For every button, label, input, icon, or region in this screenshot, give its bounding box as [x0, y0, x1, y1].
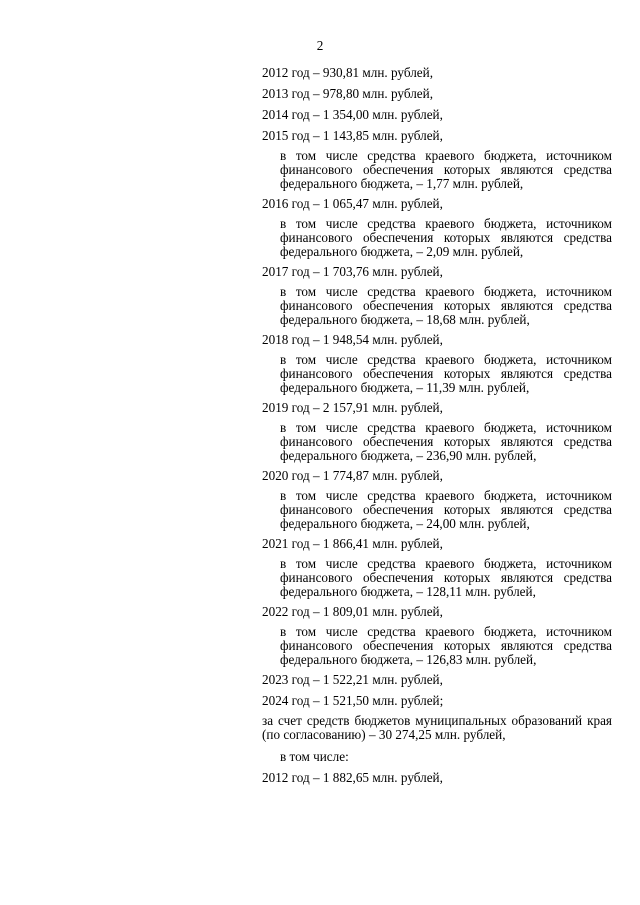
year-entry: [262, 536, 612, 599]
year-entry: [262, 332, 612, 395]
year-entry: [262, 196, 612, 259]
federal-funds-note: в том числе средства краевого бюджета, источником финансового обеспечения которых являются средства федерального бюджета, – 24,00 млн. рублей,: [280, 488, 612, 531]
year-line: 2012 год – 930,81 млн. рублей,: [262, 65, 434, 80]
year-entry: [262, 86, 612, 101]
year-line: 2019 год – 2 157,91 млн. рублей,: [262, 400, 443, 415]
year-entry: [262, 672, 612, 687]
federal-funds-note: в том числе средства краевого бюджета, источником финансового обеспечения которых являются средства федерального бюджета, – 1,77 млн. рублей,: [280, 148, 612, 191]
year-entry: [262, 604, 612, 667]
federal-funds-note: в том числе средства краевого бюджета, источником финансового обеспечения которых являются средства федерального бюджета, – 236,90 млн. рублей,: [280, 420, 612, 463]
year-entry: [262, 400, 612, 463]
federal-funds-note: в том числе средства краевого бюджета, источником финансового обеспечения которых являются средства федерального бюджета, – 2,09 млн. рублей,: [280, 216, 612, 259]
year-line: 2012 год – 1 882,65 млн. рублей,: [262, 770, 443, 785]
year-line: 2014 год – 1 354,00 млн. рублей,: [262, 107, 443, 122]
year-entry: [262, 264, 612, 327]
year-entry: [262, 65, 612, 80]
year-entry: [262, 107, 612, 122]
year-line: 2023 год – 1 522,21 млн. рублей,: [262, 672, 443, 687]
year-line: 2022 год – 1 809,01 млн. рублей,: [262, 604, 443, 619]
federal-funds-note: в том числе средства краевого бюджета, источником финансового обеспечения которых являются средства федерального бюджета, – 18,68 млн. рублей,: [280, 284, 612, 327]
federal-funds-note: в том числе средства краевого бюджета, источником финансового обеспечения которых являются средства федерального бюджета, – 128,11 млн. рублей,: [280, 556, 612, 599]
year-line: 2021 год – 1 866,41 млн. рублей,: [262, 536, 443, 551]
federal-funds-note: в том числе средства краевого бюджета, источником финансового обеспечения которых являются средства федерального бюджета, – 11,39 млн. рублей,: [280, 352, 612, 395]
year-line: 2024 год – 1 521,50 млн. рублей;: [262, 693, 444, 708]
year-line: 2017 год – 1 703,76 млн. рублей,: [262, 264, 443, 279]
federal-funds-note: в том числе средства краевого бюджета, источником финансового обеспечения которых являются средства федерального бюджета, – 126,83 млн. рублей,: [280, 624, 612, 667]
year-entry: [262, 468, 612, 531]
year-list: [262, 65, 612, 708]
year-line: 2018 год – 1 948,54 млн. рублей,: [262, 332, 443, 347]
budget-list: [262, 65, 612, 791]
including-label: в том числе:: [280, 749, 349, 764]
year-line: 2013 год – 978,80 млн. рублей,: [262, 86, 434, 101]
year-entry: [262, 693, 612, 708]
year-line: 2020 год – 1 774,87 млн. рублей,: [262, 468, 443, 483]
page-number: 2: [316, 38, 324, 53]
municipal-funds-paragraph: за счет средств бюджетов муниципальных образований края (по согласованию) – 30 274,25 млн. рублей,: [262, 713, 612, 742]
year-line: 2016 год – 1 065,47 млн. рублей,: [262, 196, 443, 211]
year-entry: [262, 128, 612, 191]
year-line: 2015 год – 1 143,85 млн. рублей,: [262, 128, 443, 143]
